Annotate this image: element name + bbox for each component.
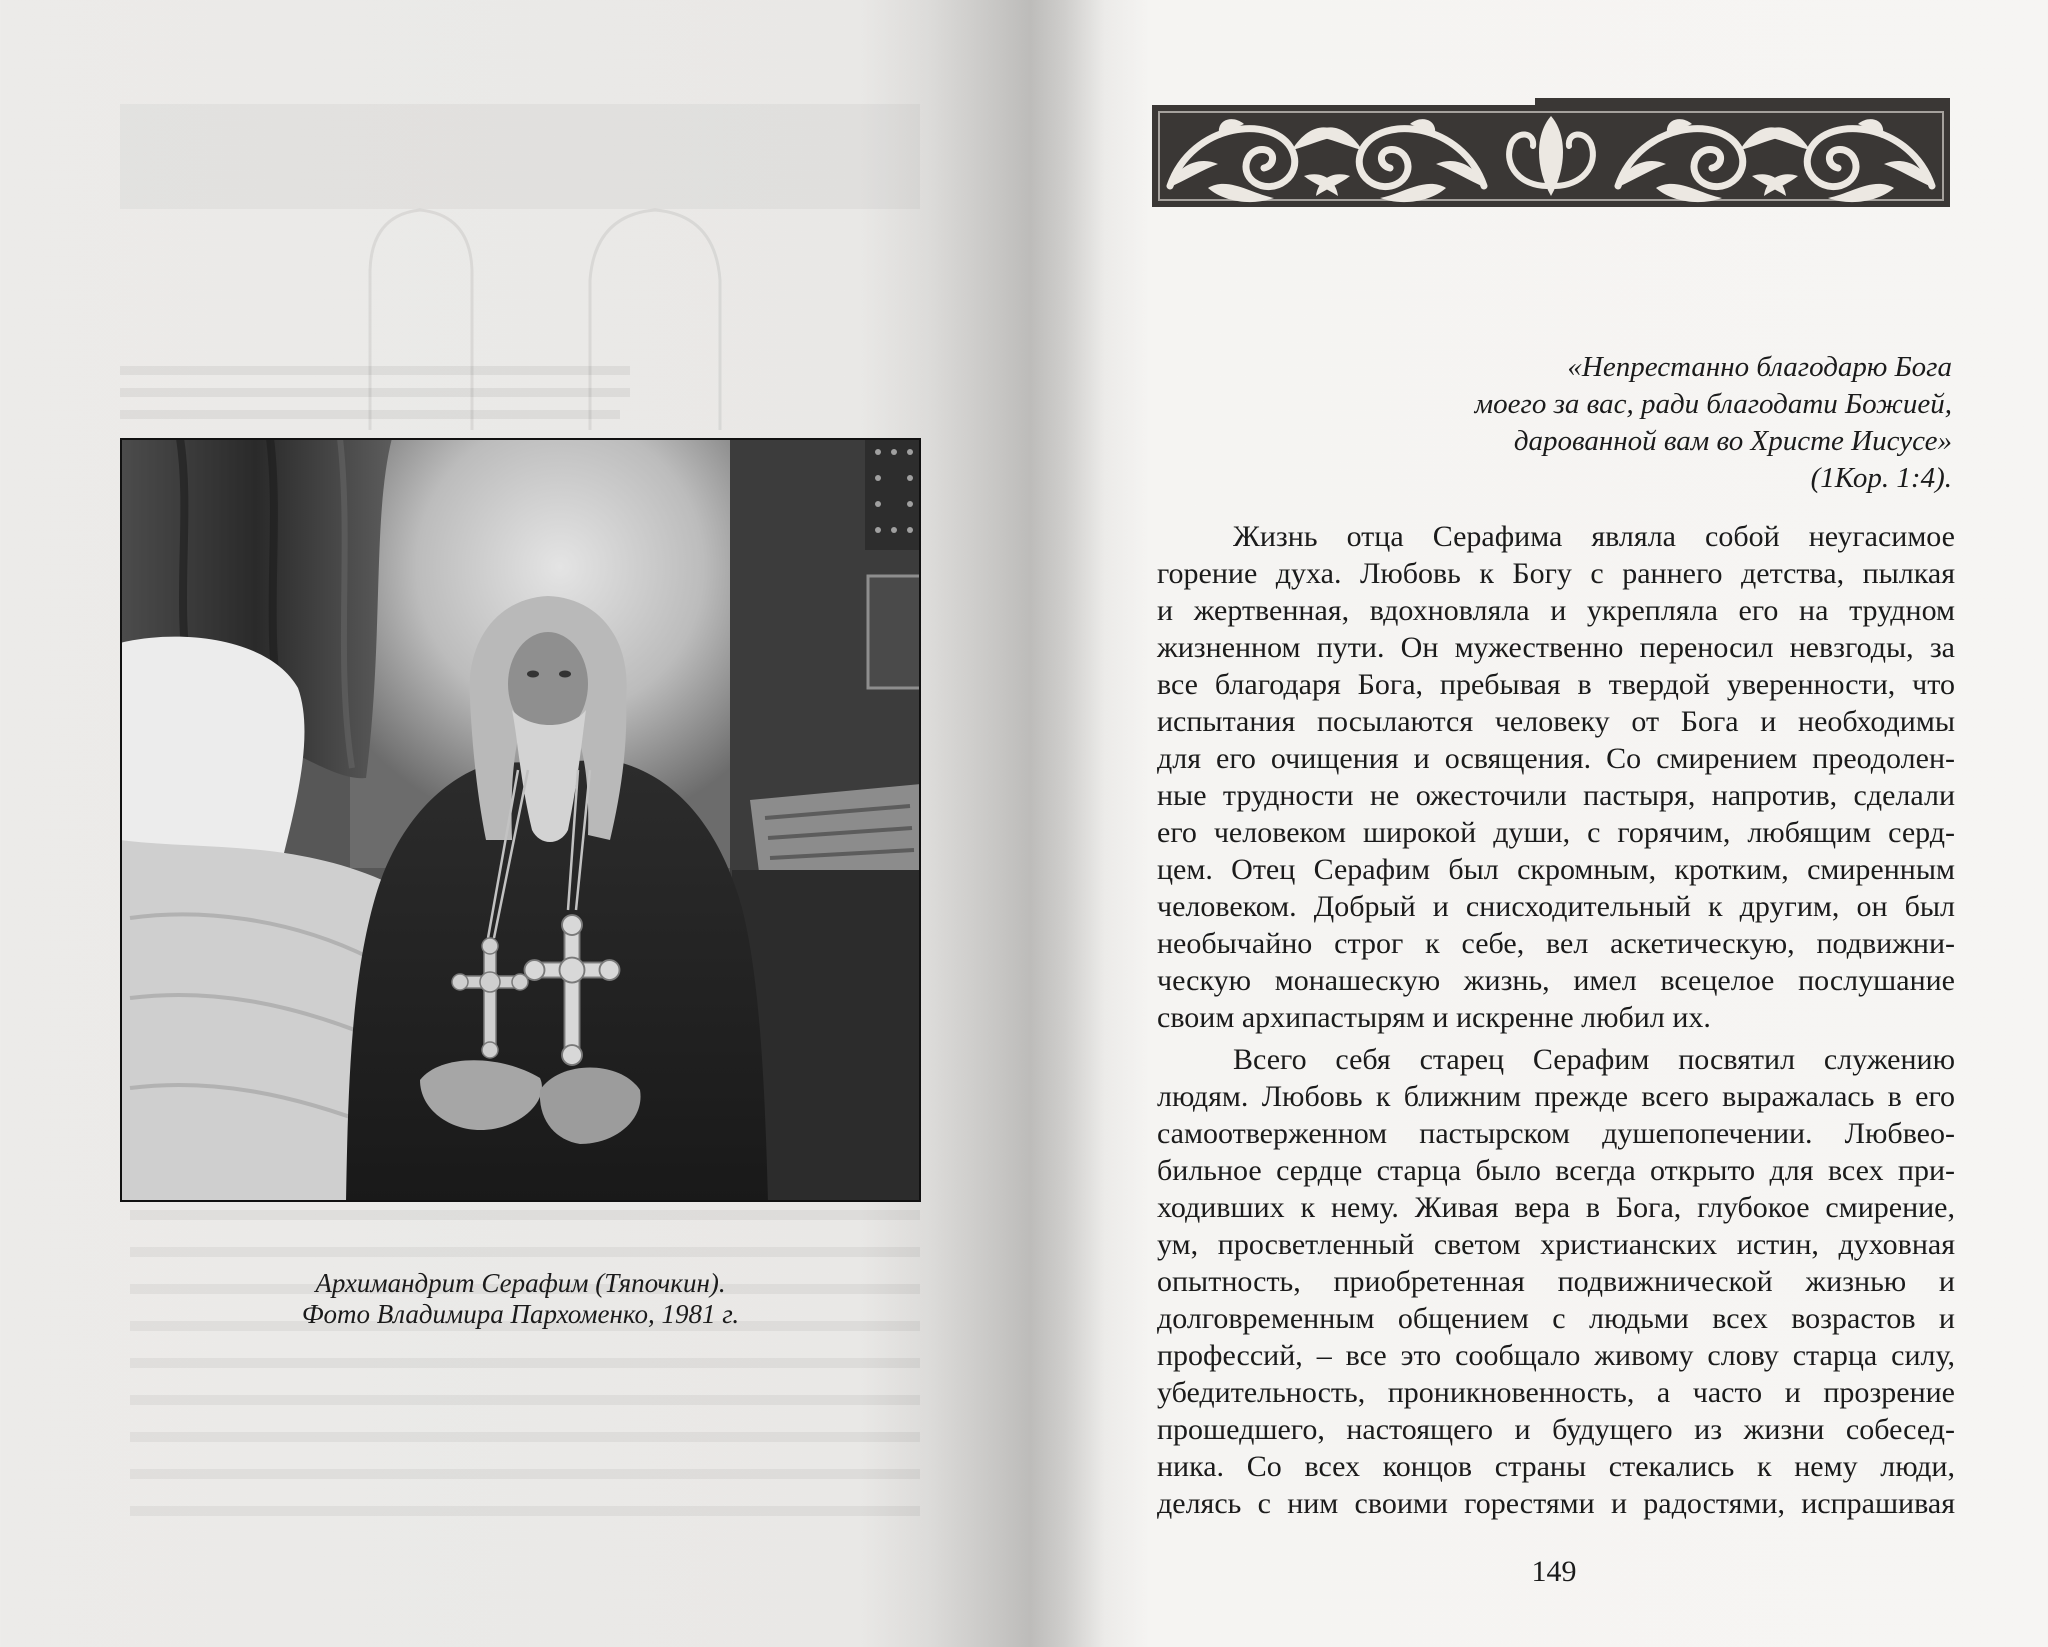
body-line: опытность, приобретенная подвижнической жизнью и	[1157, 1265, 1955, 1298]
body-line: ходивших к нему. Живая вера в Бога, глубокое смирение,	[1157, 1191, 1955, 1224]
body-line: Всего себя старец Серафим посвятил служению	[1233, 1043, 1955, 1076]
pattern-dot	[907, 449, 913, 455]
cross-upright	[565, 928, 580, 1053]
epigraph-reference: (1Кор. 1:4).	[1810, 462, 1952, 494]
ornament-graphic	[1152, 98, 1950, 207]
pattern-dot	[907, 527, 913, 533]
body-line: ческую монашескую жизнь, имел всецелое послушание	[1157, 964, 1955, 997]
portrait-photo-image	[120, 438, 921, 1202]
body-line: делясь с ним своими горестями и радостями, испрашивая	[1157, 1487, 1955, 1520]
body-line: самоотверженном пастырском душепопечении. Любвео-	[1157, 1117, 1955, 1150]
body-line: горение духа. Любовь к Богу с раннего детства, пылкая	[1157, 557, 1955, 590]
body-line: долговременным общением с людьми всех возрастов и	[1157, 1302, 1955, 1335]
body-text	[1157, 518, 1955, 1522]
cross-end	[452, 974, 468, 990]
body-line: ника. Со всех концов страны стекались к нему люди,	[1157, 1450, 1955, 1483]
cross-center	[480, 972, 500, 992]
body-line: жизненном пути. Он мужественно переносил невзгоды, за	[1157, 631, 1955, 664]
pattern-dot	[875, 449, 881, 455]
cross-center	[560, 958, 585, 983]
body-line: бильное сердце старца было всегда открыто для всех при-	[1157, 1154, 1955, 1187]
pattern-dot	[875, 501, 881, 507]
bleed-through-line	[130, 1506, 920, 1516]
body-line: людям. Любовь к ближним прежде всего выражалась в его	[1157, 1080, 1955, 1113]
body-line: все благодаря Бога, пребывая в твердой уверенности, что	[1157, 668, 1955, 701]
eye	[527, 671, 539, 678]
pattern-dot	[891, 527, 897, 533]
body-line: своим архипастырям и искренне любил их.	[1157, 1001, 1711, 1034]
pattern-dot	[875, 475, 881, 481]
bleed-through-line	[130, 1469, 920, 1479]
cross-end	[562, 915, 582, 935]
caption-line: Фото Владимира Пархоменко, 1981 г.	[301, 1299, 740, 1329]
body-line: профессий, – все это сообщало живому слову старца силу,	[1157, 1339, 1955, 1372]
cross-end	[525, 960, 545, 980]
bleed-through-line	[130, 1395, 920, 1405]
body-line: испытания посылаются человеку от Бога и необходимы	[1157, 705, 1955, 738]
bleed-through-line	[130, 1247, 920, 1257]
cross-end	[482, 1042, 498, 1058]
bleed-through-line	[120, 410, 620, 419]
paragraph-1	[1157, 518, 1955, 1036]
pattern-dot	[907, 475, 913, 481]
paragraph-2	[1157, 1041, 1955, 1522]
page-number: 149	[1531, 1555, 1577, 1588]
wall-icon	[868, 576, 921, 688]
body-line: необычайно строг к себе, вел аскетическую, подвижни-	[1157, 927, 1955, 960]
caption-line: Архимандрит Серафим (Тяпочкин).	[315, 1268, 726, 1298]
cross-end	[512, 974, 528, 990]
cross-end	[482, 938, 498, 954]
cross-end	[562, 1045, 582, 1065]
epigraph-line: «Непрестанно благодарю Бога	[1567, 351, 1952, 383]
body-line: и жертвенная, вдохновляла и укрепляла его на трудном	[1157, 594, 1955, 627]
eye	[559, 671, 571, 678]
cross-upright	[484, 948, 496, 1048]
pattern-dot	[875, 527, 881, 533]
pattern-dot	[891, 449, 897, 455]
body-line: Жизнь отца Серафима являла собой неугасимое	[1233, 520, 1955, 553]
body-line: ум, просветленный светом христианских истин, духовная	[1157, 1228, 1955, 1261]
body-line: для его очищения и освящения. Со смирением преодолен-	[1157, 742, 1955, 775]
epigraph	[1150, 349, 1952, 497]
cross-end	[600, 960, 620, 980]
body-line: ные трудности не ожесточили пастыря, напротив, сделали	[1157, 779, 1955, 812]
epigraph-line: дарованной вам во Христе Иисусе»	[1513, 425, 1952, 457]
bleed-through-line	[130, 1358, 920, 1368]
body-line: прошедшего, настоящего и будущего из жизни собесед-	[1157, 1413, 1955, 1446]
bleed-through-line	[120, 388, 630, 397]
bleed-through-line	[130, 1432, 920, 1442]
bleed-through-line	[130, 1210, 920, 1220]
ornamental-header	[1152, 98, 1950, 207]
portrait-photo	[120, 438, 921, 1202]
body-line: убедительность, проникновенность, а часто и прозрение	[1157, 1376, 1955, 1409]
body-line: его человеком широкой души, с горячим, любящим серд-	[1157, 816, 1955, 849]
pattern-dot	[907, 501, 913, 507]
body-line: человеком. Добрый и снисходительный к другим, он был	[1157, 890, 1955, 923]
photo-caption	[120, 1268, 921, 1330]
bleed-through-band	[120, 104, 920, 209]
epigraph-line: моего за вас, ради благодати Божией,	[1474, 388, 1952, 420]
body-line: цем. Отец Серафим был скромным, кротким, смиренным	[1157, 853, 1955, 886]
bleed-through-line	[120, 366, 630, 375]
